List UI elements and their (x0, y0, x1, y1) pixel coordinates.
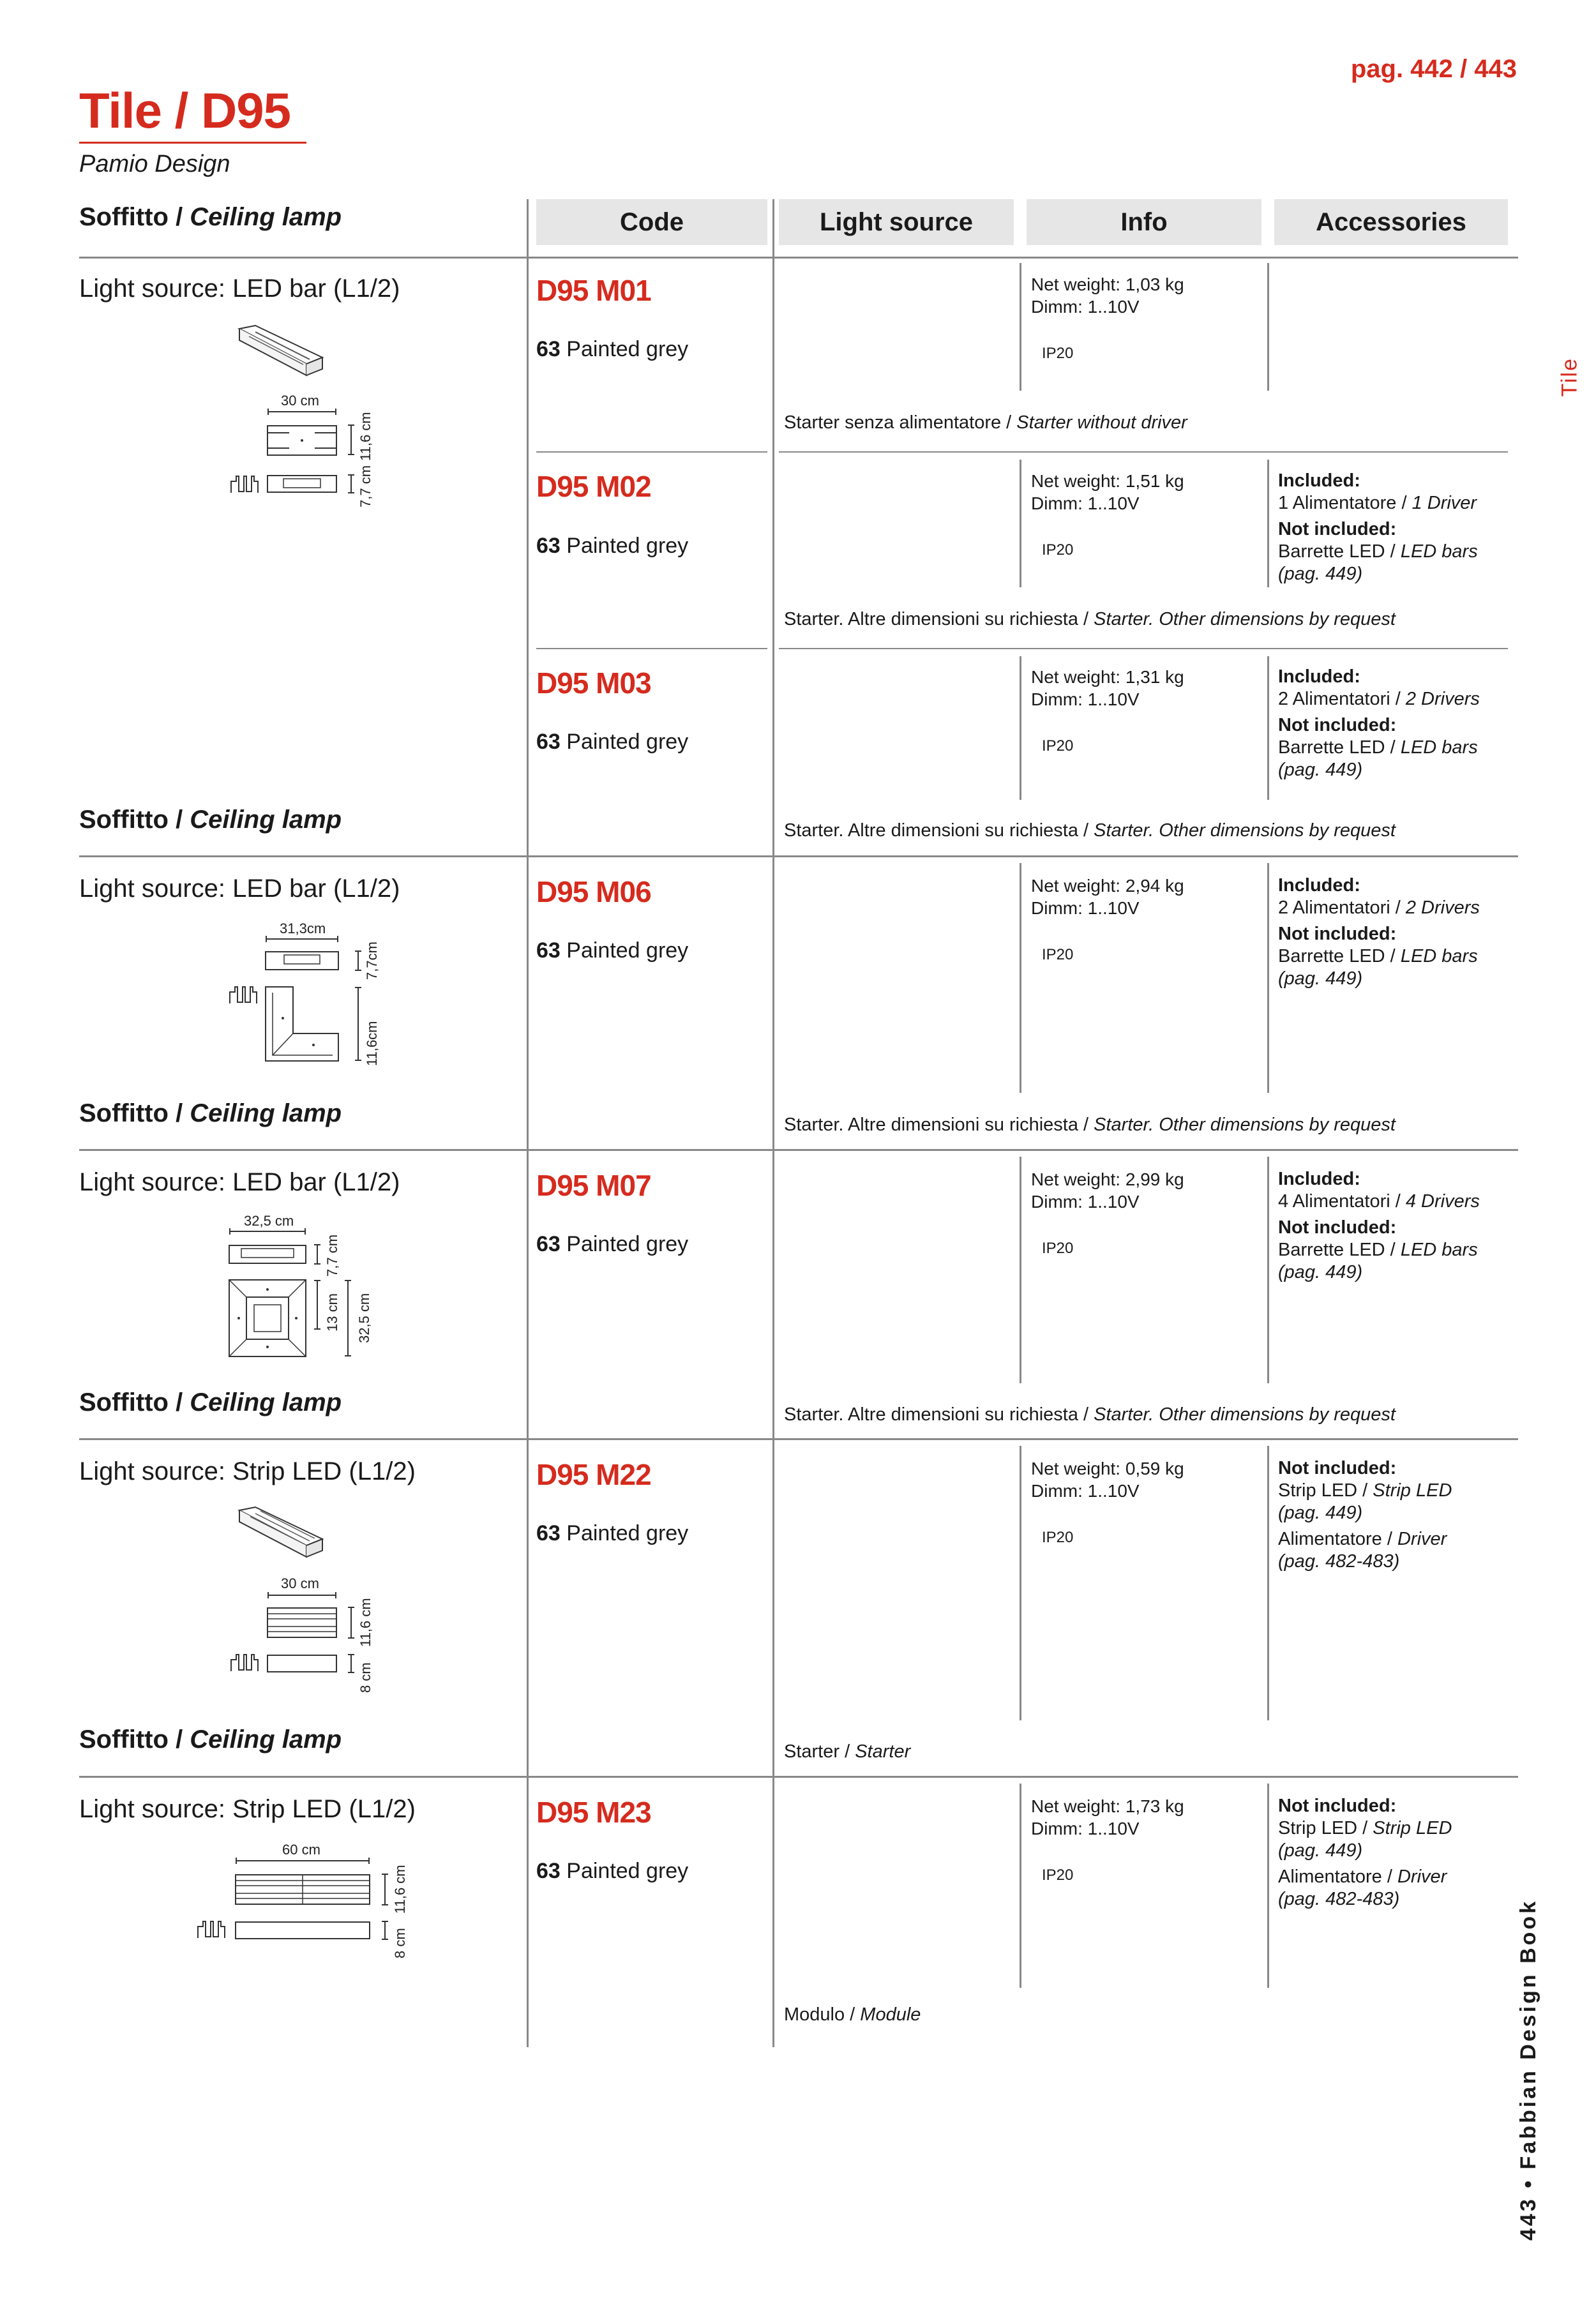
product-info: Net weight: 1,51 kg Dimm: 1..10V (1031, 471, 1184, 513)
dimension-line (348, 1653, 354, 1674)
product-finish: 63 Painted grey (536, 1859, 689, 1883)
dimension-label: 11,6 cm (358, 412, 373, 461)
dimension-label: 11,6 cm (358, 1598, 373, 1647)
designer-name: Pamio Design (79, 151, 230, 177)
cell-divider (1267, 1446, 1269, 1720)
product-info: Net weight: 2,99 kg Dimm: 1..10V (1031, 1169, 1184, 1212)
product-note: Starter. Altre dimensioni su richiesta / Starter. Other dimensions by request (784, 820, 1396, 841)
section-divider (79, 257, 1518, 259)
light-source-title: Light source: LED bar (L1/2) (79, 1168, 400, 1196)
cell-divider (1020, 863, 1021, 1093)
ip-rating: IP20 (1042, 1529, 1074, 1546)
product-drawing (229, 1245, 306, 1264)
cell-divider (1020, 1784, 1021, 1988)
product-drawing (267, 1607, 337, 1638)
cell-divider (1020, 263, 1021, 391)
lamp-type-label: Soffitto / Ceiling lamp (79, 1725, 342, 1754)
product-note: Starter / Starter (784, 1741, 911, 1762)
product-code: D95 M07 (536, 1169, 651, 1202)
column-header-light-source: Light source (779, 199, 1014, 245)
dimension-label: 7,7 cm (358, 465, 373, 507)
product-info: Net weight: 2,94 kg Dimm: 1..10V (1031, 876, 1184, 918)
section-divider (79, 1776, 1518, 1778)
ip-rating: IP20 (1042, 541, 1074, 559)
light-source-title: Light source: Strip LED (L1/2) (79, 1457, 416, 1485)
footer-book-label: 443 • Fabbian Design Book (1516, 1898, 1540, 2241)
light-source-title: Light source: LED bar (L1/2) (79, 274, 400, 303)
dimension-line (355, 986, 361, 1062)
side-section-label: Tile (1558, 357, 1582, 397)
product-drawing (267, 475, 337, 493)
ip-rating: IP20 (1042, 737, 1074, 755)
row-divider (536, 451, 767, 453)
product-info: Net weight: 0,59 kg Dimm: 1..10V (1031, 1459, 1184, 1501)
row-divider (536, 648, 767, 649)
dimension-line (229, 1228, 306, 1235)
product-finish: 63 Painted grey (536, 337, 689, 361)
product-drawing (265, 951, 339, 970)
dimension-line (348, 424, 354, 456)
accessories-list: Included: 1 Alimentatore / 1 Driver Not included: Barrette LED / LED bars (pag. 449) (1278, 470, 1478, 584)
product-drawing (235, 1921, 370, 1939)
cell-divider (1020, 460, 1021, 587)
dimension-label: 8 cm (392, 1928, 408, 1958)
dimension-line (267, 1592, 337, 1598)
product-finish: 63 Painted grey (536, 938, 689, 963)
cell-divider (1020, 656, 1021, 800)
accessories-list: Not included: Strip LED / Strip LED (pag. 449) Alimentatore / Driver (pag. 482-483) (1278, 1458, 1452, 1572)
product-note: Starter. Altre dimensioni su richiesta / Starter. Other dimensions by request (784, 1115, 1396, 1135)
product-code: D95 M22 (536, 1458, 651, 1491)
accessories-list: Included: 4 Alimentatori / 4 Drivers Not included: Barrette LED / LED bars (pag. 449) (1278, 1169, 1480, 1282)
product-drawing (265, 986, 339, 1062)
product-code: D95 M02 (536, 470, 651, 503)
cell-divider (1267, 656, 1269, 800)
ip-rating: IP20 (1042, 1240, 1074, 1257)
page-reference: pag. 442 / 443 (1350, 55, 1517, 83)
dimension-line (314, 1279, 320, 1330)
section-divider (79, 1438, 1518, 1440)
section-divider (79, 1149, 1518, 1151)
light-source-title: Light source: LED bar (L1/2) (79, 875, 400, 903)
dimension-label: 32,5 cm (244, 1213, 294, 1229)
product-code: D95 M03 (536, 666, 651, 700)
column-divider (527, 199, 529, 2047)
profile-icon (197, 1918, 226, 1939)
dimension-line (265, 936, 339, 942)
section-divider (79, 855, 1518, 857)
dimension-line (345, 1279, 351, 1357)
dimension-label: 31,3cm (280, 920, 326, 936)
product-drawing (236, 322, 326, 380)
dimension-label: 30 cm (281, 1575, 319, 1591)
cell-divider (1020, 1446, 1021, 1720)
dimension-label: 13 cm (324, 1293, 340, 1332)
dimension-label: 11,6 cm (392, 1865, 408, 1914)
lamp-type-label: Soffitto / Ceiling lamp (79, 1388, 342, 1416)
cell-divider (1267, 1157, 1269, 1383)
product-drawing (267, 1655, 337, 1672)
product-note: Starter. Altre dimensioni su richiesta / Starter. Other dimensions by request (784, 1404, 1396, 1425)
cell-divider (1267, 460, 1269, 587)
product-code: D95 M23 (536, 1796, 651, 1829)
product-drawing (229, 1279, 306, 1357)
row-divider (779, 648, 1508, 649)
lamp-type-label: Soffitto / Ceiling lamp (79, 203, 342, 231)
light-source-title: Light source: Strip LED (L1/2) (79, 1795, 416, 1823)
page-title: Tile / D95 (79, 82, 291, 139)
product-drawing (267, 425, 337, 456)
column-header-info: Info (1027, 199, 1261, 245)
product-note: Starter. Altre dimensioni su richiesta / Starter. Other dimensions by request (784, 609, 1396, 629)
cell-divider (1267, 1784, 1269, 1988)
dimension-line (382, 1873, 388, 1906)
product-drawing (236, 1504, 326, 1561)
dimension-label: 32,5 cm (356, 1293, 372, 1343)
ip-rating: IP20 (1042, 1867, 1074, 1884)
product-info: Net weight: 1,73 kg Dimm: 1..10V (1031, 1796, 1184, 1838)
dimension-line (355, 950, 361, 972)
dimension-label: 7,7cm (364, 942, 380, 980)
dimension-label: 30 cm (281, 393, 319, 409)
product-code: D95 M01 (536, 274, 651, 307)
product-info: Net weight: 1,03 kg Dimm: 1..10V (1031, 274, 1184, 317)
column-header-accessories: Accessories (1274, 199, 1508, 245)
product-finish: 63 Painted grey (536, 534, 689, 558)
column-header-code: Code (536, 199, 767, 245)
dimension-line (267, 409, 337, 415)
cell-divider (1267, 263, 1269, 391)
ip-rating: IP20 (1042, 345, 1074, 362)
product-finish: 63 Painted grey (536, 1232, 689, 1256)
dimension-line (348, 1606, 354, 1639)
title-underline (79, 142, 306, 144)
dimension-label: 60 cm (282, 1842, 320, 1858)
dimension-label: 8 cm (358, 1662, 373, 1693)
profile-icon (230, 1651, 259, 1672)
column-divider (772, 199, 774, 2047)
dimension-line (235, 1858, 370, 1864)
profile-icon (229, 983, 258, 1005)
product-note: Starter senza alimentatore / Starter without driver (784, 412, 1187, 433)
accessories-list: Not included: Strip LED / Strip LED (pag. 449) Alimentatore / Driver (pag. 482-483) (1278, 1796, 1452, 1909)
cell-divider (1267, 863, 1269, 1093)
dimension-label: 11,6cm (364, 1021, 380, 1066)
dimension-line (314, 1243, 320, 1265)
product-info: Net weight: 1,31 kg Dimm: 1..10V (1031, 667, 1184, 709)
accessories-list: Included: 2 Alimentatori / 2 Drivers Not included: Barrette LED / LED bars (pag. 449) (1278, 875, 1480, 989)
accessories-list: Included: 2 Alimentatori / 2 Drivers Not included: Barrette LED / LED bars (pag. 449) (1278, 666, 1480, 780)
ip-rating: IP20 (1042, 946, 1074, 963)
product-drawing (235, 1874, 370, 1905)
product-note: Modulo / Module (784, 2004, 921, 2025)
cell-divider (1020, 1157, 1021, 1383)
row-divider (779, 451, 1508, 453)
profile-icon (230, 472, 259, 494)
lamp-type-label: Soffitto / Ceiling lamp (79, 806, 342, 834)
dimension-label: 7,7 cm (324, 1234, 340, 1277)
dimension-line (348, 474, 354, 494)
product-code: D95 M06 (536, 875, 651, 908)
dimension-line (382, 1920, 388, 1941)
product-finish: 63 Painted grey (536, 730, 689, 754)
lamp-type-label: Soffitto / Ceiling lamp (79, 1099, 342, 1127)
product-finish: 63 Painted grey (536, 1521, 689, 1545)
